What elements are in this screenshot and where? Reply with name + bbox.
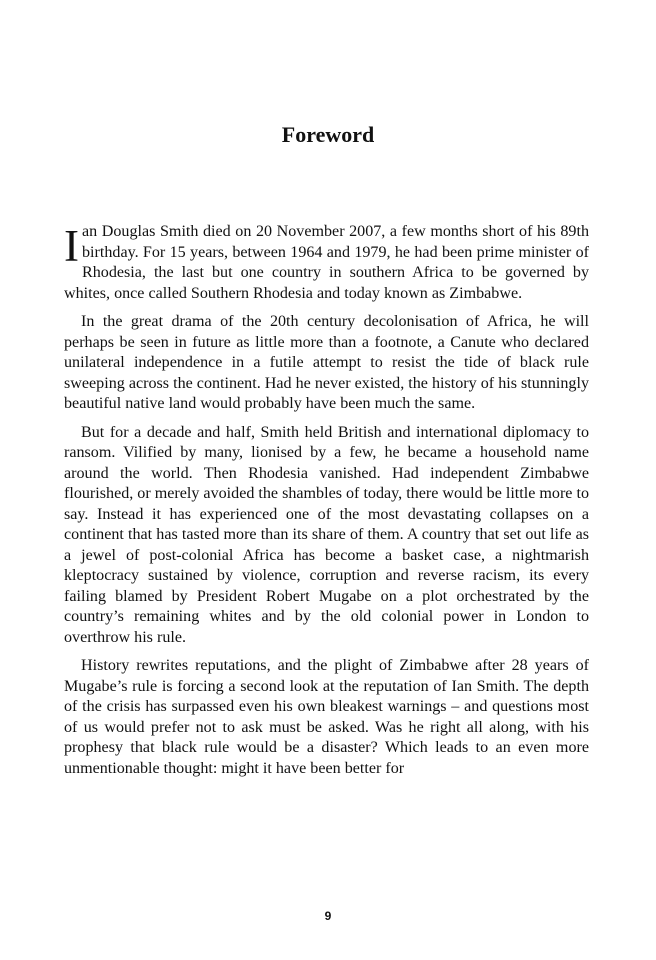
paragraph-3: But for a decade and half, Smith held British and international diplomacy to ransom. Vilified by many, lionised by a few, he became a household name around the world. Then Rhodesia vanished. Had independent Zimbabwe flourished, or merely avoided the shambles of today, there would be little more to say. Instead it has experienced one of the most devastating collapses on a continent that has tasted more than its share of them. A country that set out life as a jewel of post-colonial Africa has become a basket case, a nightmarish kleptocracy sustained by violence, corruption and reverse racism, its every failing blamed by President Robert Mugabe on a plot orchestrated by the country’s remaining whites and by the old colonial power in London to overthrow his rule. xyxy=(64,423,589,646)
chapter-title: Foreword xyxy=(281,122,375,147)
body-text xyxy=(64,222,589,787)
drop-cap: I xyxy=(64,221,79,271)
paragraph-1 xyxy=(64,222,589,304)
paragraph-4: History rewrites reputations, and the plight of Zimbabwe after 28 years of Mugabe’s rule is forcing a second look at the reputation of Ian Smith. The depth of the crisis has surpassed even his own bleakest warnings – and questions most of us would prefer not to ask must be asked. Was he right all along, with his prophesy that black rule would be a disaster? Which leads to an even more unmentionable thought: might it have been better for xyxy=(64,657,589,777)
paragraph-1-text: an Douglas Smith died on 20 November 2007, a few months short of his 89th birthday. For 15 years, between 1964 and 1979, he had been prime minister of Rhodesia, the last but one country in southern Africa to be governed by whites, once called Southern Rhodesia and today known as Zimbabwe. xyxy=(64,223,589,302)
paragraph-2: In the great drama of the 20th century decolonisation of Africa, he will perhaps be seen in future as little more than a footnote, a Canute who declared unilateral independence in a futile attempt to resist the tide of black rule sweeping across the continent. Had he never existed, the history of his stunningly beautiful native land would probably have been much the same. xyxy=(64,313,589,412)
page-number: 9 xyxy=(324,909,332,923)
